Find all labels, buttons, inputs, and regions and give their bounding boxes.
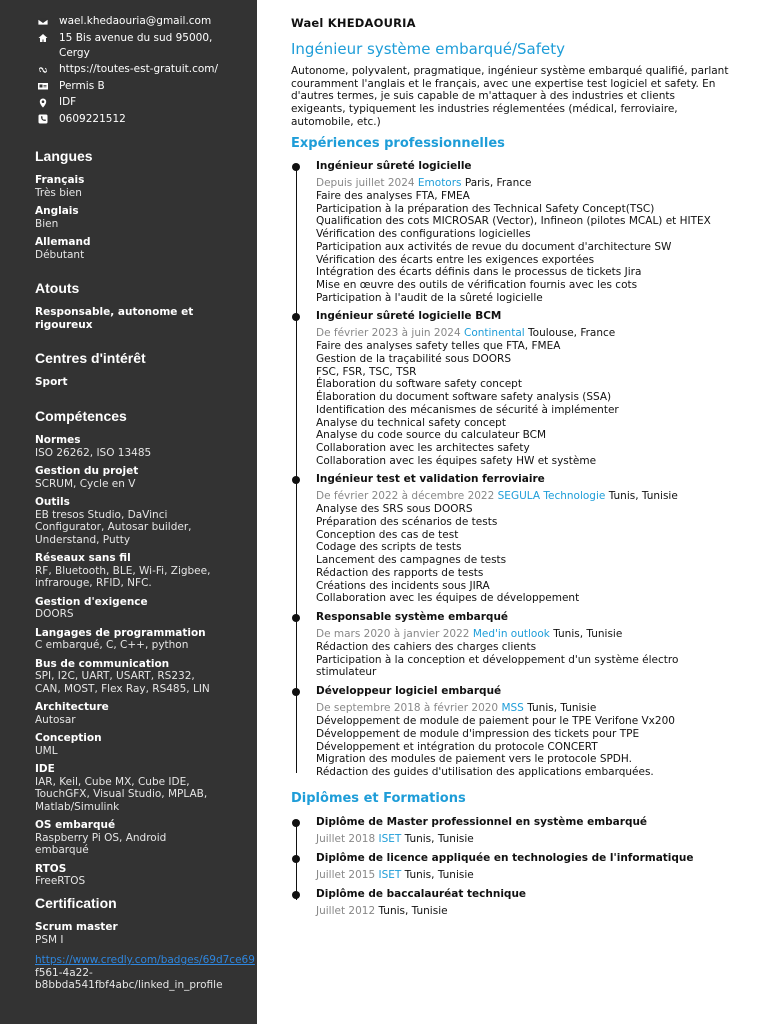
- contact-license: Permis B: [35, 79, 257, 94]
- phone-icon: [35, 112, 59, 127]
- competence-item: Réseaux sans fil RF, Bluetooth, BLE, Wi-Fi, Zigbee, infrarouge, RFID, NFC.: [35, 552, 211, 589]
- competence-item: RTOS FreeRTOS: [35, 862, 86, 887]
- competence-item: Bus de communication SPI, I2C, UART, USART, RS232, CAN, MOST, Flex Ray, RS485, LIN: [35, 657, 210, 695]
- timeline-dot: [292, 163, 300, 171]
- link-icon: [35, 62, 59, 77]
- task-list: Faire des analyses FTA, FMEA Participation à la préparation des Technical Safety Concept(TSC) Qualification des cots MICROSAR (Vector), Infineon (pilotes MCAL) et HITEX Vérification des configurations logicielles Participation aux activités de revue du document d'architecture SW Vérification des écarts entre les exigences exportées Intégration des écarts définis dans le processus de tickets Jira Mise en œuvre des outils de vérification fournis avec les cots Participation à l'audit de la sûreté logicielle: [316, 190, 711, 304]
- candidate-role: Ingénieur système embarqué/Safety: [291, 40, 565, 58]
- timeline-dot: [292, 819, 300, 827]
- task-list: Développement de module de paiement pour le TPE Verifone Vx200 Développement de module d'impression des tickets pour TPE Développement et intégration du protocole CONCERT Migration des modules de paiement vers le protocole SPDH. Rédaction des guides d'utilisation des applications embarquées.: [316, 715, 675, 778]
- certification-heading: Certification: [35, 895, 117, 911]
- langues-list: [35, 174, 245, 267]
- experience-entry: Ingénieur test et validation ferroviaire De février 2022 à décembre 2022 SEGULA Technologie Tunis, Tunisie Analyse des SRS sous DOORS Préparation des scénarios de tests Conception des cas de test Codage des scripts de tests Lancement des campagnes de tests Rédaction des rapports de tests Créations des incidents sous JIRA Collaboration avec les équipes de développement: [291, 473, 736, 605]
- timeline-dot: [292, 614, 300, 622]
- certification-link-rest[interactable]: f561-4a22-b8bbda541fbf4abc/linked_in_profile: [35, 966, 223, 991]
- timeline-dot: [292, 855, 300, 863]
- task-list: Faire des analyses safety telles que FTA, FMEA Gestion de la traçabilité sous DOORS FSC, FSR, TSC, TSR Élaboration du software safety concept Élaboration du document software safety analysis (SSA) Identification des mécanismes de sécurité à implémenter Analyse du technical safety concept Analyse du code source du calculateur BCM Collaboration avec les architectes safety Collaboration avec les équipes safety HW et système: [316, 340, 619, 467]
- langue-item: Anglais Bien: [35, 205, 79, 230]
- timeline-dot: [292, 476, 300, 484]
- diplome-entry: Diplôme de baccalauréat technique Juillet 2012 Tunis, Tunisie: [291, 888, 736, 918]
- atouts-heading: Atouts: [35, 280, 80, 296]
- license-icon: [35, 79, 59, 94]
- experience-timeline: [291, 160, 736, 779]
- competence-item: Architecture Autosar: [35, 701, 109, 726]
- competence-item: Normes ISO 26262, ISO 13485: [35, 434, 152, 459]
- timeline-dot: [292, 891, 300, 899]
- competence-item: OS embarqué Raspberry Pi OS, Android embarqué: [35, 819, 167, 856]
- interets-text: Sport: [35, 376, 68, 388]
- contact-email: wael.khedaouria@gmail.com: [35, 14, 257, 29]
- competences-list: [35, 434, 215, 894]
- experiences-heading: Expériences professionnelles: [291, 136, 505, 151]
- candidate-name: Wael KHEDAOURIA: [291, 16, 416, 30]
- competence-item: Outils EB tresos Studio, DaVinci Configurator, Autosar builder, Understand, Putty: [35, 496, 192, 546]
- profile-summary: Autonome, polyvalent, pragmatique, ingénieur système embarqué qualifié, parlant couramment l'anglais et le français, avec une expertise test logiciel et safety. En d'autres termes, je suis capable de m'attaquer à des industries et clients exigeants, typiquement les industries réglementées (médical, ferroviaire, automobile, etc.): [291, 65, 729, 128]
- contact-phone: 0609221512: [35, 112, 257, 127]
- timeline-dot: [292, 313, 300, 321]
- mail-icon: [35, 14, 59, 29]
- langues-heading: Langues: [35, 148, 93, 164]
- competences-heading: Compétences: [35, 408, 127, 424]
- competence-item: Conception UML: [35, 732, 102, 757]
- interets-heading: Centres d'intérêt: [35, 350, 146, 366]
- contact-address: 15 Bis avenue du sud 95000, Cergy: [35, 31, 257, 61]
- task-list: Analyse des SRS sous DOORS Préparation des scénarios de tests Conception des cas de test Codage des scripts de tests Lancement des campagnes de tests Rédaction des rapports de tests Créations des incidents sous JIRA Collaboration avec les équipes de développement: [316, 503, 580, 605]
- contact-region: IDF: [35, 95, 257, 110]
- langue-item: Allemand Débutant: [35, 236, 91, 261]
- experience-entry: Ingénieur sûreté logicielle BCM De février 2023 à juin 2024 Continental Toulouse, France Faire des analyses safety telles que FTA, FMEA Gestion de la traçabilité sous DOORS FSC, FSR, TSC, TSR Élaboration du software safety concept Élaboration du document software safety analysis (SSA) Identification des mécanismes de sécurité à implémenter Analyse du technical safety concept Analyse du code source du calculateur BCM Collaboration avec les architectes safety Collaboration avec les équipes safety HW et système: [291, 310, 736, 467]
- competence-item: Gestion du projet SCRUM, Cycle en V: [35, 465, 139, 490]
- diplomes-heading: Diplômes et Formations: [291, 791, 466, 806]
- location-pin-icon: [35, 95, 59, 110]
- certification-link[interactable]: https://www.credly.com/badges/69d7ce69: [35, 954, 255, 966]
- atouts-text: Responsable, autonome et rigoureux: [35, 306, 194, 331]
- home-icon: [35, 31, 59, 46]
- certification-block: Scrum master PSM I https://www.credly.com/badges/69d7ce69 f561-4a22-b8bbda541fbf4abc/linked_in_profile: [35, 921, 255, 991]
- contact-list: [35, 0, 257, 127]
- experience-entry: Responsable système embarqué De mars 2020 à janvier 2022 Med'in outlook Tunis, Tunisie Rédaction des cahiers des charges clients Participation à la conception et développement d'un système électro stimulateur: [291, 611, 736, 679]
- competence-item: IDE IAR, Keil, Cube MX, Cube IDE, TouchGFX, Visual Studio, MPLAB, Matlab/Simulink: [35, 763, 208, 813]
- contact-website[interactable]: https://toutes-est-gratuit.com/: [35, 62, 257, 77]
- sidebar: [0, 0, 257, 1024]
- diplomes-timeline: [291, 816, 736, 918]
- competence-item: Langages de programmation C embarqué, C, C++, python: [35, 626, 206, 651]
- langue-item: Français Très bien: [35, 174, 85, 199]
- timeline-dot: [292, 688, 300, 696]
- task-list: Rédaction des cahiers des charges clients Participation à la conception et développement d'un système électro stimulateur: [316, 640, 679, 679]
- diplome-entry: Diplôme de licence appliquée en technologies de l'informatique Juillet 2015 ISET Tunis, Tunisie: [291, 852, 736, 882]
- experience-entry: Ingénieur sûreté logicielle Depuis juillet 2024 Emotors Paris, France Faire des analyses FTA, FMEA Participation à la préparation des Technical Safety Concept(TSC) Qualification des cots MICROSAR (Vector), Infineon (pilotes MCAL) et HITEX Vérification des configurations logicielles Participation aux activités de revue du document d'architecture SW Vérification des écarts entre les exigences exportées Intégration des écarts définis dans le processus de tickets Jira Mise en œuvre des outils de vérification fournis avec les cots Participation à l'audit de la sûreté logicielle: [291, 160, 736, 304]
- competence-item: Gestion d'exigence DOORS: [35, 595, 148, 620]
- experience-entry: Développeur logiciel embarqué De septembre 2018 à février 2020 MSS Tunis, Tunisie Développement de module de paiement pour le TPE Verifone Vx200 Développement de module d'impression des tickets pour TPE Développement et intégration du protocole CONCERT Migration des modules de paiement vers le protocole SPDH. Rédaction des guides d'utilisation des applications embarquées.: [291, 685, 736, 779]
- diplome-entry: Diplôme de Master professionnel en système embarqué Juillet 2018 ISET Tunis, Tunisie: [291, 816, 736, 846]
